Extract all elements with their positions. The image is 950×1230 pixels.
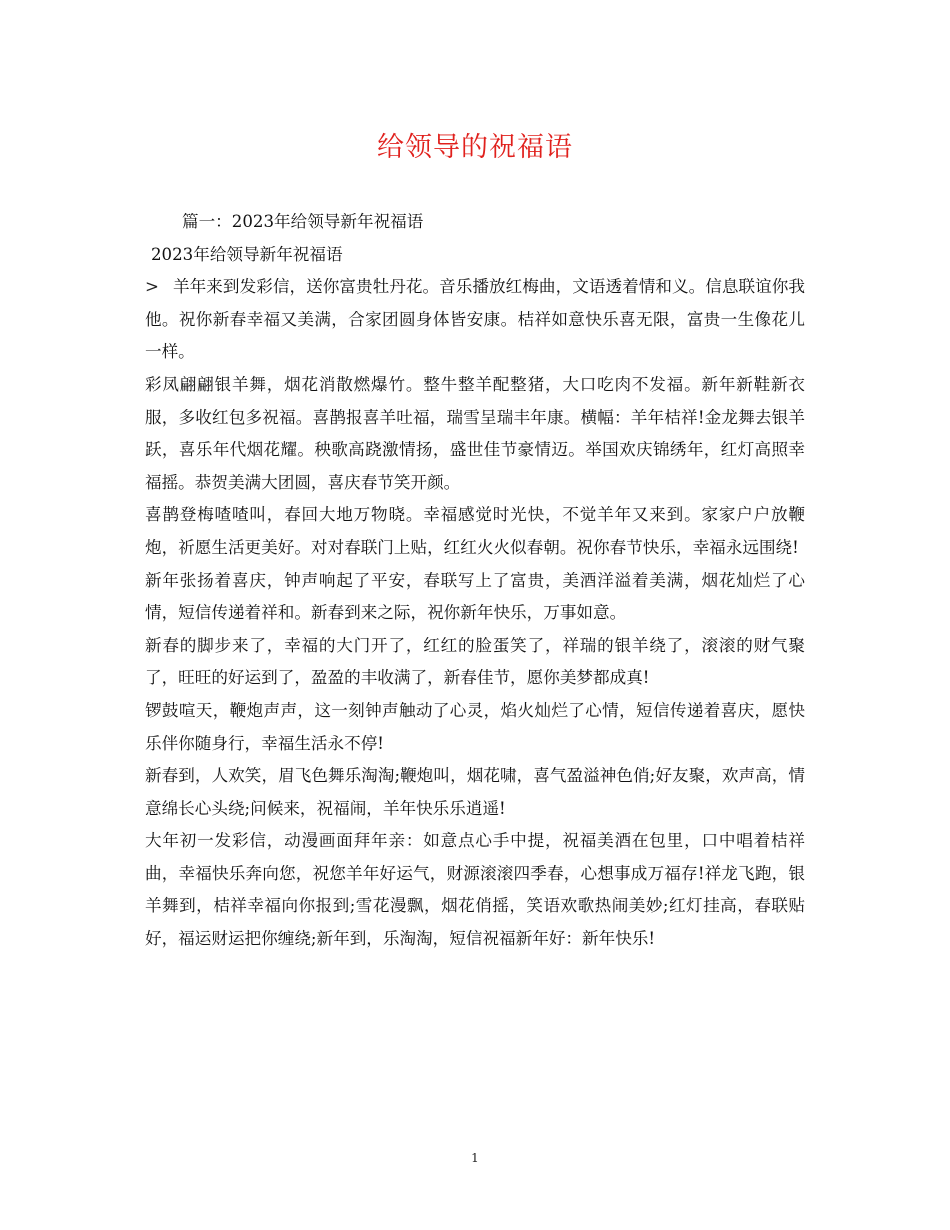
document-body bbox=[145, 206, 805, 956]
document-title: 给领导的祝福语 bbox=[377, 132, 573, 163]
paragraph-4: 新年张扬着喜庆，钟声响起了平安，春联写上了富贵，美酒洋溢着美满，烟花灿烂了心情，短信传递着祥和。新春到来之际，祝你新年快乐，万事如意。 bbox=[145, 570, 805, 623]
section-heading: 篇一：2023年给领导新年祝福语 bbox=[182, 212, 424, 231]
sub-heading: 2023年给领导新年祝福语 bbox=[151, 244, 343, 264]
page-number: 1 bbox=[471, 1151, 479, 1165]
paragraph-text: 羊年来到发彩信，送你富贵牡丹花。音乐播放红梅曲，文语透着情和义。信息联谊你我他。祝你新春幸福又美满，合家团圆身体皆安康。桔祥如意快乐喜无限，富贵一生像花儿一样。 bbox=[145, 277, 805, 362]
paragraph-6: 锣鼓喧天，鞭炮声声，这一刻钟声触动了心灵，焰火灿烂了心情，短信传递着喜庆，愿快乐伴你随身行，幸福生活永不停! bbox=[145, 700, 805, 753]
paragraph-7: 新春到，人欢笑，眉飞色舞乐淘淘;鞭炮叫，烟花啸，喜气盈溢神色俏;好友聚，欢声高，情意绵长心头绕;问候来，祝福闹，羊年快乐乐逍遥! bbox=[145, 766, 805, 818]
paragraph-2: 彩凤翩翩银羊舞，烟花消散燃爆竹。整牛整羊配整猪，大口吃肉不发福。新年新鞋新衣服，多收红包多祝福。喜鹊报喜羊吐福，瑞雪呈瑞丰年康。横幅：羊年桔祥!金龙舞去银羊跃，喜乐年代烟花耀。秧歌高跷激情扬，盛世佳节豪情迈。举国欢庆锦绣年，红灯高照幸福摇。恭贺美满大团圆，喜庆春节笑开颜。 bbox=[145, 374, 805, 492]
chevron-right-icon: > bbox=[145, 277, 159, 297]
paragraph-3: 喜鹊登梅喳喳叫，春回大地万物晓。幸福感觉时光快，不觉羊年又来到。家家户户放鞭炮，祈愿生活更美好。对对春联门上贴，红红火火似春朝。祝你春节快乐，幸福永远围绕! bbox=[145, 505, 805, 557]
paragraph-5: 新春的脚步来了，幸福的大门开了，红红的脸蛋笑了，祥瑞的银羊绕了，滚滚的财气聚了，旺旺的好运到了，盈盈的丰收满了，新春佳节，愿你美梦都成真! bbox=[145, 635, 805, 688]
paragraph-1 bbox=[145, 271, 805, 369]
paragraph-8: 大年初一发彩信，动漫画面拜年亲：如意点心手中提，祝福美酒在包里，口中唱着桔祥曲，幸福快乐奔向您，祝您羊年好运气，财源滚滚四季春，心想事成万福存!祥龙飞跑，银羊舞到，桔祥幸福向你报到;雪花漫飘，烟花俏摇，笑语欢歌热闹美妙;红灯挂高，春联贴好，福运财运把你缠绕;新年到，乐淘淘，短信祝福新年好：新年快乐! bbox=[145, 831, 805, 949]
